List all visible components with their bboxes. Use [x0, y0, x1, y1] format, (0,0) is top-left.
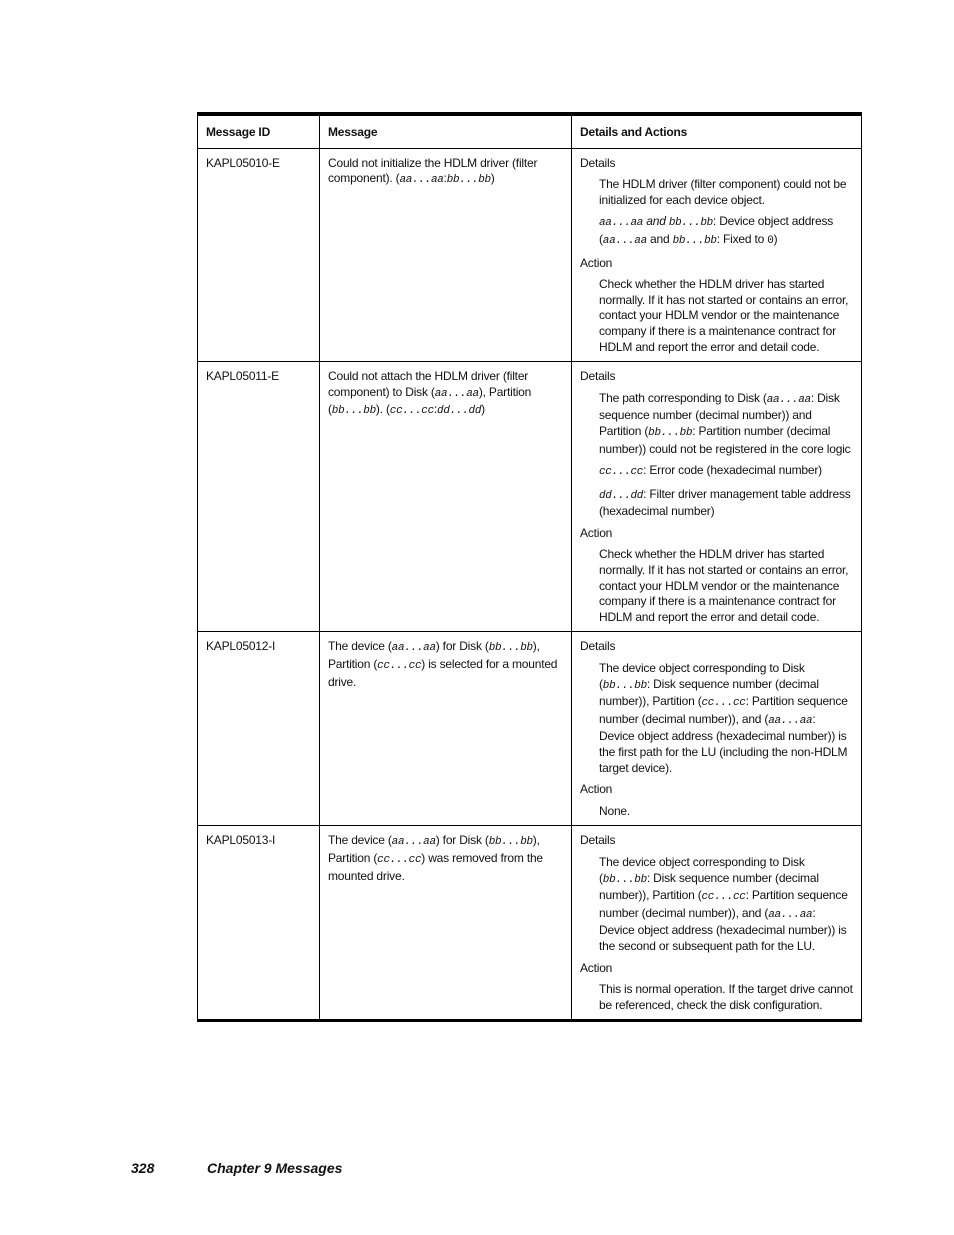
message-id-cell: KAPL05011-E [198, 362, 320, 632]
table-row [198, 826, 862, 1021]
variable-text: bb...bb [488, 642, 533, 655]
details-cell [572, 826, 862, 1021]
action-label: Action [580, 525, 613, 540]
action-paragraph: Check whether the HDLM driver has started normally. If it has not started or contains an error, contact your HDLM vendor or the maintenance company if there is a maintenance contract for HDLM and report the error and detail code. [599, 547, 849, 624]
message-cell: The device (aa...aa) for Disk (bb...bb), Partition (cc...cc) is selected for a mounted drive. [320, 632, 572, 826]
variable-text: cc...cc [701, 697, 746, 710]
variable-text: cc...cc [701, 891, 746, 904]
message-cell: The device (aa...aa) for Disk (bb...bb), Partition (cc...cc) was removed from the mounted drive. [320, 826, 572, 1021]
details-paragraph: The device object corresponding to Disk (bb...bb: Disk sequence number (decimal number)), Partition (cc...cc: Partition sequence number (decimal number)), and (aa...aa: Device object address (hexadecimal number)) is the first path for the LU (including the non-HDLM target device). [599, 661, 848, 775]
chapter-title: Chapter 9 Messages [207, 1160, 343, 1176]
italic-text: and [643, 214, 669, 229]
variable-text: aa...aa [602, 234, 647, 247]
details-paragraph: dd...dd: Filter driver management table address (hexadecimal number) [599, 486, 851, 519]
variable-text: aa...aa [391, 642, 436, 655]
details-label: Details [580, 639, 616, 654]
table-row [198, 632, 862, 826]
details-cell [572, 362, 862, 632]
message-id-cell: KAPL05010-E [198, 148, 320, 362]
variable-text: cc...cc [599, 466, 644, 479]
variable-text: bb...bb [602, 679, 647, 692]
message-id-cell: KAPL05012-I [198, 632, 320, 826]
variable-text: dd...dd [437, 405, 482, 418]
table-header-row [198, 114, 862, 148]
action-label: Action [580, 960, 613, 975]
variable-text: aa...aa [766, 393, 811, 406]
table-row [198, 362, 862, 632]
details-paragraph: cc...cc: Error code (hexadecimal number) [599, 463, 822, 479]
message-cell: Could not initialize the HDLM driver (filter component). (aa...aa:bb...bb) [320, 148, 572, 362]
header-message: Message [320, 114, 572, 148]
details-label: Details [580, 833, 616, 848]
details-paragraph: aa...aa and bb...bb: Device object address (aa...aa and bb...bb: Fixed to 0) [599, 214, 834, 247]
details-paragraph: The HDLM driver (filter component) could not be initialized for each device object. [599, 177, 847, 207]
table-row [198, 148, 862, 362]
message-cell: Could not attach the HDLM driver (filter component) to Disk (aa...aa), Partition (bb...bb). (cc...cc:dd...dd) [320, 362, 572, 632]
page-footer [131, 1160, 343, 1176]
variable-text: bb...bb [668, 217, 713, 230]
variable-text: bb...bb [446, 174, 491, 187]
variable-text: cc...cc [389, 405, 434, 418]
variable-text: aa...aa [599, 217, 644, 230]
variable-text: bb...bb [331, 405, 376, 418]
variable-text: aa...aa [399, 174, 444, 187]
header-message-id: Message ID [198, 114, 320, 148]
page-number: 328 [131, 1160, 155, 1176]
variable-text: cc...cc [377, 853, 422, 866]
details-label: Details [580, 369, 616, 384]
variable-text: aa...aa [434, 387, 479, 400]
action-label: Action [580, 782, 613, 797]
variable-text: aa...aa [391, 836, 436, 849]
variable-text: bb...bb [488, 836, 533, 849]
variable-text: cc...cc [377, 660, 422, 673]
details-label: Details [580, 155, 616, 170]
variable-text: aa...aa [768, 714, 813, 727]
details-cell [572, 148, 862, 362]
message-table [197, 112, 862, 1022]
variable-text: dd...dd [599, 489, 644, 502]
variable-text: bb...bb [672, 234, 717, 247]
header-details-actions: Details and Actions [572, 114, 862, 148]
action-paragraph: Check whether the HDLM driver has started normally. If it has not started or contains an error, contact your HDLM vendor or the maintenance company if there is a maintenance contract for HDLM and report the error and detail code. [599, 277, 849, 354]
variable-text: bb...bb [648, 426, 693, 439]
code-text: 0 [767, 234, 774, 247]
details-cell [572, 632, 862, 826]
action-paragraph: None. [599, 803, 631, 818]
details-paragraph: The device object corresponding to Disk (bb...bb: Disk sequence number (decimal number)), Partition (cc...cc: Partition sequence number (decimal number)), and (aa...aa: Device object address (hexadecimal number)) is the second or subsequent path for the LU. [599, 854, 848, 953]
details-paragraph: The path corresponding to Disk (aa...aa: Disk sequence number (decimal number)) and Partition (bb...bb: Partition number (decimal number)) could not be registered in the core logic [599, 390, 851, 456]
variable-text: bb...bb [602, 873, 647, 886]
action-label: Action [580, 255, 613, 270]
action-paragraph: This is normal operation. If the target drive cannot be referenced, check the disk configuration. [599, 982, 853, 1012]
message-id-cell: KAPL05013-I [198, 826, 320, 1021]
variable-text: aa...aa [768, 908, 813, 921]
